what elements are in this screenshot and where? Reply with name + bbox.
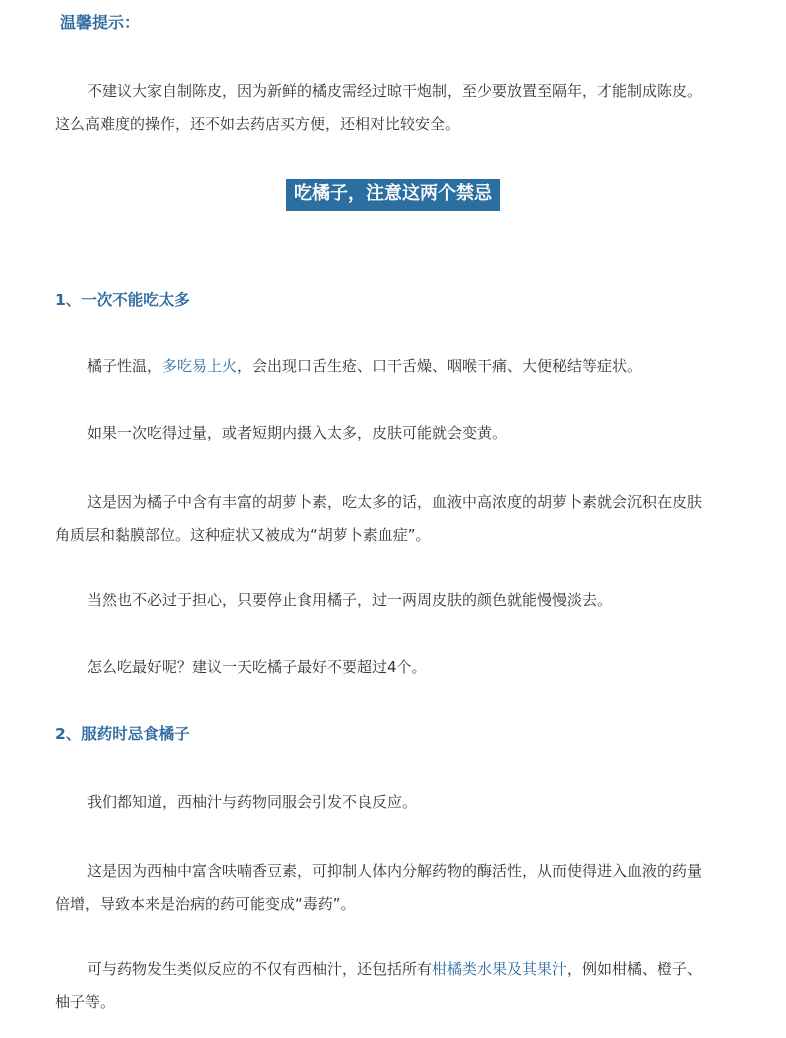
intro-text: 不建议大家自制陈皮，因为新鲜的橘皮需经过晾干炮制，至少要放置至隔年，才能制成陈皮。这么高难度的操作，还不如去药店买方便，还相对比较安全。: [55, 82, 703, 133]
section1-paragraph-3: [55, 486, 715, 552]
section2-p2: 这是因为西柚中富含呋喃香豆素，可抑制人体内分解药物的酶活性，从而使得进入血液的药量倍增，导致本来是治病的药可能变成“毒药”。: [55, 862, 703, 913]
section2-p3-highlight: 柑橘类水果及其果汁: [432, 960, 568, 978]
section1-title: 1、一次不能吃太多: [55, 291, 190, 309]
section2-paragraph-3: [55, 953, 715, 1019]
section1-paragraph-5: [55, 651, 715, 684]
section-banner: 吃橘子，注意这两个禁忌: [286, 179, 500, 211]
section2-paragraph-2: [55, 855, 715, 921]
section2-p1: 我们都知道，西柚汁与药物同服会引发不良反应。: [87, 793, 418, 811]
section1-p1-after: ，会出现口舌生疮、口干舌燥、咽喉干痛、大便秘结等症状。: [237, 357, 643, 375]
section1-p3: 这是因为橘子中含有丰富的胡萝卜素，吃太多的话，血液中高浓度的胡萝卜素就会沉积在皮肤角质层和黏膜部位。这种症状又被成为“胡萝卜素血症”。: [55, 493, 703, 544]
section2-paragraph-1: [55, 786, 715, 819]
section1-p5: 怎么吃最好呢？建议一天吃橘子最好不要超过4个。: [87, 658, 427, 676]
section2-title: 2、服药时忌食橘子: [55, 725, 190, 743]
section1-paragraph-1: [55, 350, 715, 383]
section1-p4: 当然也不必过于担心，只要停止食用橘子，过一两周皮肤的颜色就能慢慢淡去。: [87, 591, 613, 609]
section2-p3-before: 可与药物发生类似反应的不仅有西柚汁，还包括所有: [87, 960, 433, 978]
section1-paragraph-4: [55, 584, 715, 617]
section2-p3-after: ，例如柑橘、橙子、柚子等。: [55, 960, 703, 1011]
section1-p1-before: 橘子性温，: [87, 357, 163, 375]
intro-paragraph: [55, 75, 715, 141]
banner-container: [0, 179, 786, 211]
section1-p1-highlight: 多吃易上火: [162, 357, 238, 375]
section1-paragraph-2: [55, 417, 715, 450]
tip-title: 温馨提示：: [60, 13, 141, 32]
section1-p2: 如果一次吃得过量，或者短期内摄入太多，皮肤可能就会变黄。: [87, 424, 508, 442]
